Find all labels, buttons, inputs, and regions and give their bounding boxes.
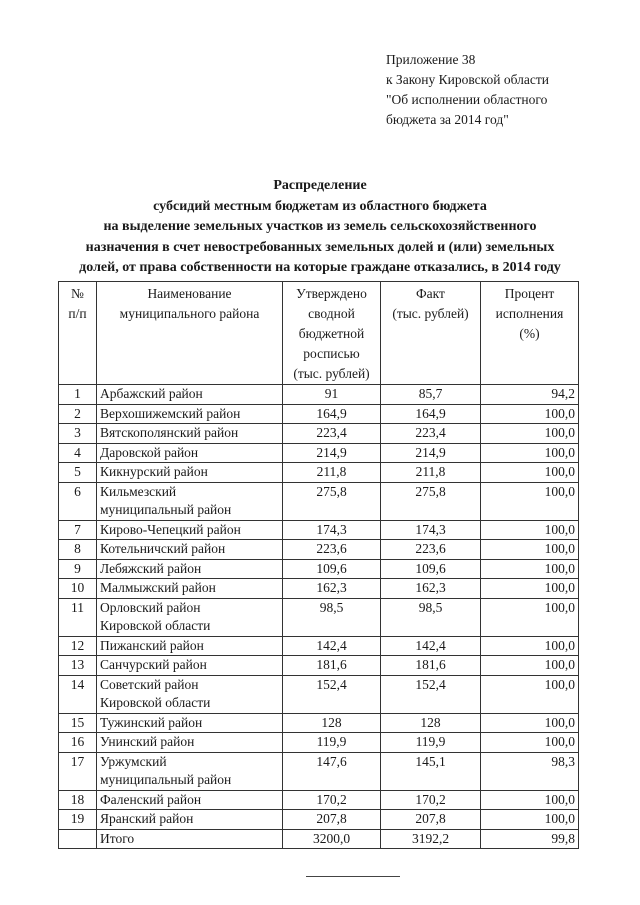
approved-amount: 223,6: [283, 540, 381, 560]
fact-amount: 128: [381, 713, 481, 733]
total-label: Итого: [97, 829, 283, 849]
header-line: Процент: [504, 286, 555, 301]
district-name-line: Даровской район: [100, 444, 199, 460]
table-row: [59, 404, 579, 424]
fact-amount: 170,2: [381, 790, 481, 810]
approved-amount: 174,3: [283, 520, 381, 540]
row-number: 10: [59, 579, 97, 599]
header-name: [97, 282, 283, 385]
district-name: [97, 463, 283, 483]
execution-percent: 100,0: [481, 790, 579, 810]
district-name: [97, 790, 283, 810]
district-name: [97, 579, 283, 599]
approved-amount: 170,2: [283, 790, 381, 810]
district-name-line: Уржумский: [100, 753, 167, 769]
table-row: [59, 424, 579, 444]
execution-percent: 100,0: [481, 482, 579, 520]
execution-percent: 100,0: [481, 424, 579, 444]
approved-amount: 164,9: [283, 404, 381, 424]
approved-amount: 98,5: [283, 598, 381, 636]
table-row: [59, 713, 579, 733]
district-name-line: Вятскополянский район: [100, 425, 239, 440]
table-body: [59, 385, 579, 849]
district-name-line: Малмыжский район: [100, 580, 216, 595]
fact-amount: 207,8: [381, 810, 481, 830]
fact-amount: 142,4: [381, 636, 481, 656]
fact-amount: 98,5: [381, 598, 481, 636]
row-number: 5: [59, 463, 97, 483]
row-number: 12: [59, 636, 97, 656]
total-row: [59, 829, 579, 849]
row-number: 6: [59, 482, 97, 520]
fact-amount: 164,9: [381, 404, 481, 424]
approved-amount: 211,8: [283, 463, 381, 483]
district-name: [97, 404, 283, 424]
table-row: [59, 598, 579, 636]
appendix-line: к Закону Кировской области: [386, 72, 550, 87]
row-number: 7: [59, 520, 97, 540]
fact-amount: 152,4: [381, 675, 481, 713]
header-line: №: [71, 286, 84, 301]
table-row: [59, 540, 579, 560]
fact-amount: 162,3: [381, 579, 481, 599]
header-num: [59, 282, 97, 385]
fact-amount: 119,9: [381, 733, 481, 753]
appendix-note: [386, 50, 549, 130]
fact-amount: 223,4: [381, 424, 481, 444]
district-name-line: Орловский район: [100, 599, 201, 615]
approved-amount: 162,3: [283, 579, 381, 599]
district-name-line: муниципальный район: [100, 772, 232, 787]
fact-amount: 223,6: [381, 540, 481, 560]
approved-amount: 91: [283, 385, 381, 405]
appendix-line: бюджета за 2014 год": [386, 112, 509, 127]
execution-percent: 98,3: [481, 752, 579, 790]
district-name: [97, 752, 283, 790]
approved-amount: 275,8: [283, 482, 381, 520]
table-row: [59, 443, 579, 463]
header-fact: [381, 282, 481, 385]
district-name-line: Санчурский район: [100, 657, 207, 672]
row-number: 2: [59, 404, 97, 424]
header-line: п/п: [68, 306, 87, 321]
row-number: 16: [59, 733, 97, 753]
fact-amount: 174,3: [381, 520, 481, 540]
fact-amount: 214,9: [381, 443, 481, 463]
fact-amount: 275,8: [381, 482, 481, 520]
approved-amount: 142,4: [283, 636, 381, 656]
execution-percent: 100,0: [481, 520, 579, 540]
execution-percent: 100,0: [481, 463, 579, 483]
total-number: [59, 829, 97, 849]
district-name-line: Кикнурский район: [100, 464, 208, 479]
execution-percent: 100,0: [481, 404, 579, 424]
district-name: [97, 733, 283, 753]
fact-amount: 181,6: [381, 656, 481, 676]
district-name-line: Кильмезский: [100, 483, 177, 499]
district-name-line: Пижанский район: [100, 637, 204, 653]
table-row: [59, 790, 579, 810]
header-line: росписью: [303, 346, 360, 361]
table-header-row: [59, 282, 579, 385]
execution-percent: 100,0: [481, 579, 579, 599]
execution-percent: 100,0: [481, 598, 579, 636]
table-row: [59, 520, 579, 540]
district-name: [97, 482, 283, 520]
fact-amount: 85,7: [381, 385, 481, 405]
district-name-line: Верхошижемский район: [100, 405, 241, 421]
header-line: Утверждено: [296, 286, 367, 301]
approved-amount: 214,9: [283, 443, 381, 463]
appendix-line: "Об исполнении областного: [386, 92, 548, 107]
approved-amount: 128: [283, 713, 381, 733]
table-row: [59, 733, 579, 753]
execution-percent: 100,0: [481, 443, 579, 463]
execution-percent: 100,0: [481, 810, 579, 830]
district-name-line: муниципальный район: [100, 502, 232, 517]
header-line: сводной: [308, 306, 355, 321]
execution-percent: 94,2: [481, 385, 579, 405]
table-row: [59, 675, 579, 713]
title-line: Распределение: [273, 178, 367, 193]
district-name-line: Кировской области: [100, 695, 211, 710]
appendix-line: Приложение 38: [386, 52, 476, 67]
row-number: 1: [59, 385, 97, 405]
total-percent: 99,8: [481, 829, 579, 849]
header-line: Факт: [416, 286, 445, 301]
district-name-line: Унинский район: [100, 734, 195, 749]
district-name: [97, 675, 283, 713]
row-number: 17: [59, 752, 97, 790]
district-name-line: Фаленский район: [100, 791, 202, 807]
header-approved: [283, 282, 381, 385]
title-line: субсидий местным бюджетам из областного бюджета: [153, 198, 487, 214]
district-name-line: Кирово-Чепецкий район: [100, 521, 241, 537]
header-line: Наименование: [147, 286, 232, 301]
table-row: [59, 559, 579, 579]
row-number: 9: [59, 559, 97, 579]
district-name: [97, 636, 283, 656]
district-name-line: Тужинский район: [100, 714, 203, 730]
title-line: назначения в счет невостребованных земельных долей и (или) земельных: [85, 239, 555, 255]
district-name-line: Кировской области: [100, 618, 211, 633]
district-name-line: Советский район: [100, 676, 199, 692]
table-row: [59, 636, 579, 656]
execution-percent: 100,0: [481, 636, 579, 656]
row-number: 18: [59, 790, 97, 810]
approved-amount: 152,4: [283, 675, 381, 713]
district-name: [97, 713, 283, 733]
district-name: [97, 656, 283, 676]
execution-percent: 100,0: [481, 540, 579, 560]
district-name: [97, 540, 283, 560]
table-row: [59, 579, 579, 599]
header-percent: [481, 282, 579, 385]
approved-amount: 207,8: [283, 810, 381, 830]
table-row: [59, 482, 579, 520]
title-line: долей, от права собственности на которые граждане отказались, в 2014 году: [79, 260, 561, 275]
document-title: [0, 176, 640, 279]
district-name-line: Арбажский район: [100, 386, 203, 401]
district-name-line: Яранский район: [100, 811, 194, 826]
table-row: [59, 752, 579, 790]
total-fact: 3192,2: [381, 829, 481, 849]
title-line: на выделение земельных участков из земель сельскохозяйственного: [103, 219, 537, 234]
row-number: 15: [59, 713, 97, 733]
row-number: 3: [59, 424, 97, 444]
fact-amount: 109,6: [381, 559, 481, 579]
header-line: (тыс. рублей): [293, 366, 370, 381]
row-number: 14: [59, 675, 97, 713]
district-name: [97, 443, 283, 463]
distribution-table: [58, 281, 579, 849]
district-name-line: Котельничский район: [100, 541, 226, 556]
table-row: [59, 656, 579, 676]
header-line: бюджетной: [298, 326, 365, 341]
table-row: [59, 810, 579, 830]
row-number: 8: [59, 540, 97, 560]
approved-amount: 109,6: [283, 559, 381, 579]
total-approved: 3200,0: [283, 829, 381, 849]
footer-divider: [306, 876, 400, 877]
row-number: 19: [59, 810, 97, 830]
execution-percent: 100,0: [481, 559, 579, 579]
row-number: 13: [59, 656, 97, 676]
execution-percent: 100,0: [481, 656, 579, 676]
table-row: [59, 463, 579, 483]
header-line: муниципального района: [119, 306, 260, 321]
approved-amount: 181,6: [283, 656, 381, 676]
district-name-line: Лебяжский район: [100, 560, 202, 576]
fact-amount: 211,8: [381, 463, 481, 483]
district-name: [97, 598, 283, 636]
header-line: (%): [519, 326, 540, 341]
approved-amount: 119,9: [283, 733, 381, 753]
district-name: [97, 424, 283, 444]
district-name: [97, 385, 283, 405]
approved-amount: 223,4: [283, 424, 381, 444]
execution-percent: 100,0: [481, 733, 579, 753]
row-number: 11: [59, 598, 97, 636]
district-name: [97, 559, 283, 579]
approved-amount: 147,6: [283, 752, 381, 790]
table-row: [59, 385, 579, 405]
row-number: 4: [59, 443, 97, 463]
fact-amount: 145,1: [381, 752, 481, 790]
header-line: (тыс. рублей): [392, 306, 469, 321]
execution-percent: 100,0: [481, 675, 579, 713]
district-name: [97, 810, 283, 830]
execution-percent: 100,0: [481, 713, 579, 733]
district-name: [97, 520, 283, 540]
header-line: исполнения: [495, 306, 564, 321]
